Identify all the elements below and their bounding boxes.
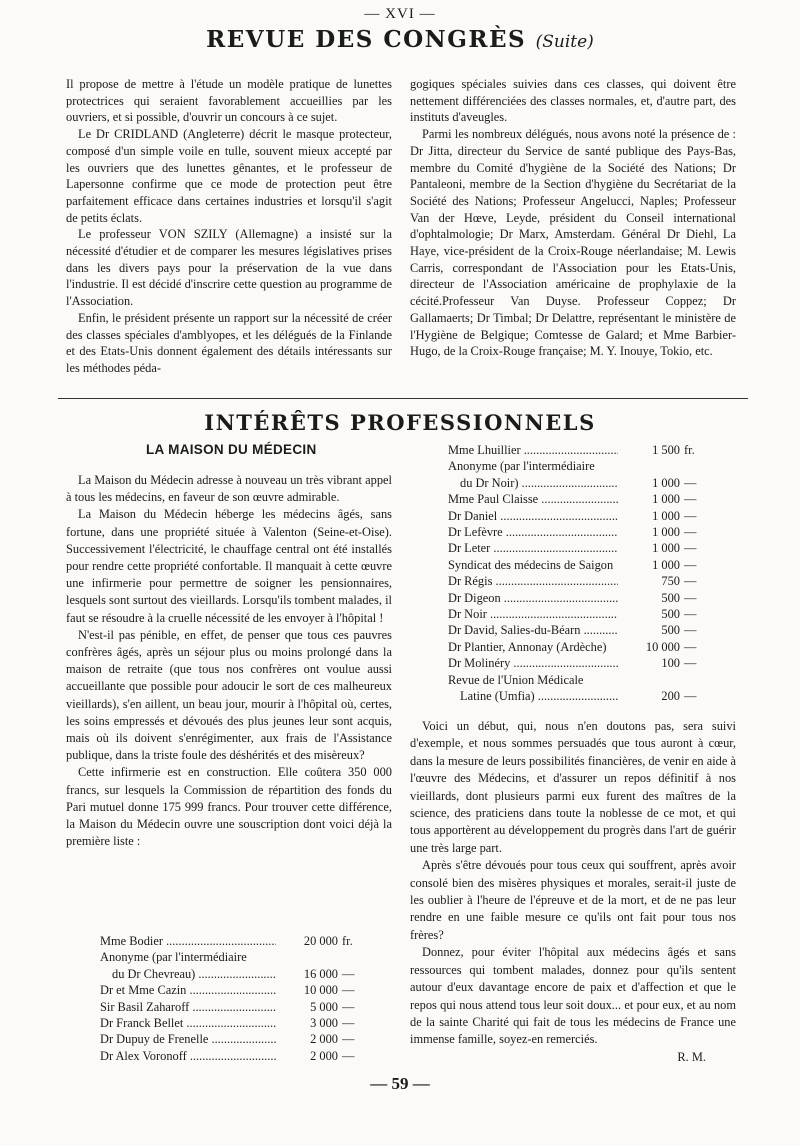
donor-row [448,508,704,524]
donor-unit [680,672,704,688]
donor-unit: fr. [342,934,353,948]
donor-amount: 1 000 [652,492,680,507]
donor-row [448,672,704,688]
donor-amount: 3 000 [310,1016,338,1031]
donor-unit [338,949,362,965]
donor-name: Sir Basil Zaharoff ..... [100,999,276,1015]
donor-unit: — [684,656,697,671]
congres-right-column [410,76,736,360]
donor-name: Dr Daniel ..... [448,508,618,524]
paragraph: Après s'être dévoués pour tous ceux qui souffrent, après avoir consolé bien des misères physiques et morales, serait-il juste de les oublier à l'heure de l'épreuve et de la mort, et de ne pas leur rendre en une faible mesure ce qu'ils ont fait pour tous nos frères? [410,858,736,942]
donor-unit: — [684,574,697,589]
donor-name: Anonyme (par l'intermédiaire [448,459,595,474]
donor-list-right [448,442,704,705]
paragraph: Parmi les nombreux délégués, nous avons noté la présence de : Dr Jitta, directeur du Service de santé publique des Pays-Bas, membre du Comité d'hygiène de la Société des Nations; Dr Pantaleoni, membre de la Section d'hygiène du Secrétariat de la Société des Nations; Professeur Angelucci, Naples; Professeur Van der Hœve, Leyde, président du Conseil international d'ophtalmologie; Dr Marx, Amsterdam. Général Dr Diehl, La Haye, vice-président de la Croix-Rouge néerlandaise; M. Lewis Carris, correspondant de l'Association pour les Etats-Unis, directeur de l'Association américaine de prophylaxie de la cécité.Professeur Van Duyse. Professeur Coppez; Dr Gallamaerts; Dr Timbal; Dr Delattre, représentant le ministère de l'Hygiène de Belgique; Comtesse de Galard; et Mme Barbier-Hugo, de la Croix-Rouge française; M. Y. Inouye, Tokio, etc. [410,127,736,359]
maison-right-column [410,718,736,1066]
donor-unit: — [684,689,697,704]
donor-name: Dr Plantier, Annonay (Ardèche) [448,639,607,654]
donor-name: du Dr Chevreau) ..... [100,966,276,982]
donor-amount: 2 000 [310,1048,338,1063]
section-title-congres [0,26,800,53]
donor-amount: 2 000 [310,1032,338,1047]
congres-left-column [66,76,392,377]
paragraph: La Maison du Médecin adresse à nouveau un très vibrant appel à tous les médecins, en faveur de son œuvre admirable. [66,473,392,505]
donor-unit: — [684,590,697,605]
donor-unit: — [342,1016,355,1031]
donor-row [100,1015,362,1031]
donor-amount: 200 [661,689,680,704]
donor-row [448,688,704,704]
donor-amount: 5 000 [310,999,338,1014]
paragraph: Enfin, le président présente un rapport sur la nécessité de créer des classes spéciales d'amblyopes, et les délégués de la Finlande et des Etats-Unis donnent également des détails intéressants sur les méthodes péda- [66,310,392,375]
donor-row [448,540,704,556]
donor-list-left [100,933,362,1064]
page-marker: — XVI — [364,6,436,22]
donor-amount: 1 000 [652,541,680,556]
donor-row [100,949,362,965]
donor-amount: 16 000 [303,966,338,981]
donor-unit: — [684,492,697,507]
donor-name: Dr Digeon ..... [448,590,618,606]
donor-amount: 500 [661,607,680,622]
donor-name: Dr Leter ..... [448,540,618,556]
donor-unit: — [342,1032,355,1047]
donor-unit [680,458,704,474]
donor-name: Dr David, Salies-du-Béarn ..... [448,622,618,638]
donor-row [100,966,362,982]
donor-row [448,557,704,573]
donor-amount: 1 000 [652,525,680,540]
signature: R. M. [677,1049,706,1064]
donor-amount: 1 000 [652,557,680,572]
paragraph: La Maison du Médecin héberge les médecins âgés, sans fortune, dans une propriété située à Valenton (Seine-et-Oise). Successivement l'électricité, le chauffage central ont été installés pour rendre cette propriété confortable. Il manquait à cette œuvre une infirmerie pour permettre de soigner les pensionnaires, lesquels sont surtout des vieillards. Lorsqu'ils tombent malades, il faut se résoudre à la cruelle nécessité de les envoyer à l'hôpital ! [66,507,392,625]
donor-unit: — [684,639,697,654]
donor-name: Mme Paul Claisse ..... [448,491,618,507]
donor-name: Dr et Mme Cazin ..... [100,982,276,998]
donor-amount: 20 000 [303,934,338,948]
donor-unit: — [684,525,697,540]
donor-row [100,982,362,998]
paragraph: Cette infirmerie est en construction. Elle coûtera 350 000 francs, sur lesquels la Commission de répartition des fonds du Pari mutuel donne 175 999 francs. Pour trouver cette différence, la Maison du Médecin ouvre une souscription dont voici déjà la première liste : [66,765,392,849]
donor-amount [618,672,680,688]
donor-unit: — [684,557,697,572]
donor-unit: — [684,475,697,490]
paragraph: Voici un début, qui, nous n'en doutons pas, sera suivi d'exemple, et nous sommes persuadés que tous auront à cœur, dans la mesure de leurs possibilités financières, de venir en aide à l'œuvre des Médecins, et d'assurer un repos définitif à nos vieillards, dont plusieurs parmi eux furent des maîtres de la science, des praticiens dans toute la noblesse de ce mot, et qui tous apportèrent au développement du progrès dans l'art de guérir une très large part. [410,719,736,855]
paragraph: Le Dr CRIDLAND (Angleterre) décrit le masque protecteur, composé d'un simple voile en tulle, souvent mieux accepté par les ouvriers que des lunettes gênantes, et le professeur de Lapersonne confirme que ce mode de protection peut être parfaitement efficace dans certaines industries et lorsqu'il s'agit de petits éclats. [66,127,392,225]
donor-name: Mme Lhuillier ..... [448,442,618,458]
donor-row [448,639,704,655]
donor-row [448,655,704,671]
donor-row [100,999,362,1015]
donor-unit: fr. [684,443,695,457]
donor-row [448,606,704,622]
donor-amount [618,458,680,474]
donor-name: Mme Bodier ..... [100,933,276,949]
donor-name: Dr Lefèvre ..... [448,524,618,540]
donor-name: Dr Molinéry ..... [448,655,618,671]
donor-amount: 10 000 [303,983,338,998]
maison-left-column [66,472,392,850]
donor-unit: — [684,607,697,622]
paragraph: Donnez, pour éviter l'hôpital aux médecins âgés et sans ressources qui tombent malades, donnez pour qu'ils sentent autour d'eux davantage encore de paix et d'affection et que le repos qui nous attend tous leur soit doux... et pour eux, et au nom de la sainte Charité qui fait de tous les médecins de France une immense famille, soyez-en remerciés. [410,945,736,1047]
subsection-title: LA MAISON DU MÉDECIN [146,442,317,457]
donor-row [100,1031,362,1047]
donor-name: Revue de l'Union Médicale [448,672,584,687]
donor-amount: 1 500 [652,443,680,457]
donor-amount: 1 000 [652,475,680,490]
donor-row [100,933,362,949]
donor-row [448,458,704,474]
page-number: — 59 — [370,1074,430,1093]
donor-row [448,524,704,540]
donor-row [448,491,704,507]
donor-amount: 500 [661,623,680,638]
donor-row [448,590,704,606]
donor-amount: 1 000 [652,508,680,523]
donor-row [448,573,704,589]
section-divider [58,398,748,399]
donor-name: Dr Dupuy de Frenelle ..... [100,1031,276,1047]
donor-name: Dr Alex Voronoff ..... [100,1048,276,1064]
donor-unit: — [684,623,697,638]
donor-unit: — [684,541,697,556]
donor-unit: — [342,983,355,998]
donor-row [448,442,704,458]
donor-amount: 10 000 [645,639,680,654]
section-title-suite: (Suite) [535,32,594,52]
donor-unit: — [342,966,355,981]
donor-row [448,475,704,491]
donor-name: Anonyme (par l'intermédiaire [100,950,247,965]
paragraph: N'est-il pas pénible, en effet, de penser que tous ces pauvres confrères âgés, après un séjour plus ou moins prolongé dans la maison de retraite (que tous nos confrères ont voulue aussi accueillante que possible pour adoucir le sort de ces malheureux vieillards), s'en aillent, un beau jour, mourir à l'hôpital où, certes, les soins empressés et dévoués des plus jeunes leur sont acquis, mais où ils doivent s'enrégimenter, aux frais de l'Assistance publique, dans la triste foule des déshérités et des misèreux? [66,627,392,763]
donor-row [448,622,704,638]
donor-name: Dr Régis ..... [448,573,618,589]
donor-unit: — [342,999,355,1014]
donor-unit: — [684,508,697,523]
donor-amount: 500 [661,590,680,605]
section-title-interets: INTÉRÊTS PROFESSIONNELS [204,410,596,435]
donor-unit: — [342,1048,355,1063]
paragraph: gogiques spéciales suivies dans ces classes, qui doivent être nettement différenciées des classes normales, et, d'autre part, des instituts d'aveugles. [410,77,736,125]
donor-row [100,1048,362,1064]
donor-amount: 750 [661,574,680,589]
donor-amount [276,949,338,965]
donor-name: Syndicat des médecins de Saigon [448,557,614,572]
donor-name: du Dr Noir) ..... [448,475,618,491]
paragraph: Il propose de mettre à l'étude un modèle pratique de lunettes protectrices qui seraient favorablement accueillies par les ouvriers, et si possible, d'ouvrir un concours à ce sujet. [66,77,392,125]
paragraph: Le professeur VON SZILY (Allemagne) a insisté sur la nécessité d'étudier et de comparer les mesures législatives prises dans les divers pays pour la préservation de la vue dans l'industrie. Il est décidé d'inscrire cette question au programme de l'Association. [66,227,392,309]
donor-name: Latine (Umfia) ..... [448,688,618,704]
donor-amount: 100 [661,656,680,671]
donor-name: Dr Noir ..... [448,606,618,622]
section-title-congres-text: REVUE DES CONGRÈS [206,26,527,53]
donor-name: Dr Franck Bellet ..... [100,1015,276,1031]
